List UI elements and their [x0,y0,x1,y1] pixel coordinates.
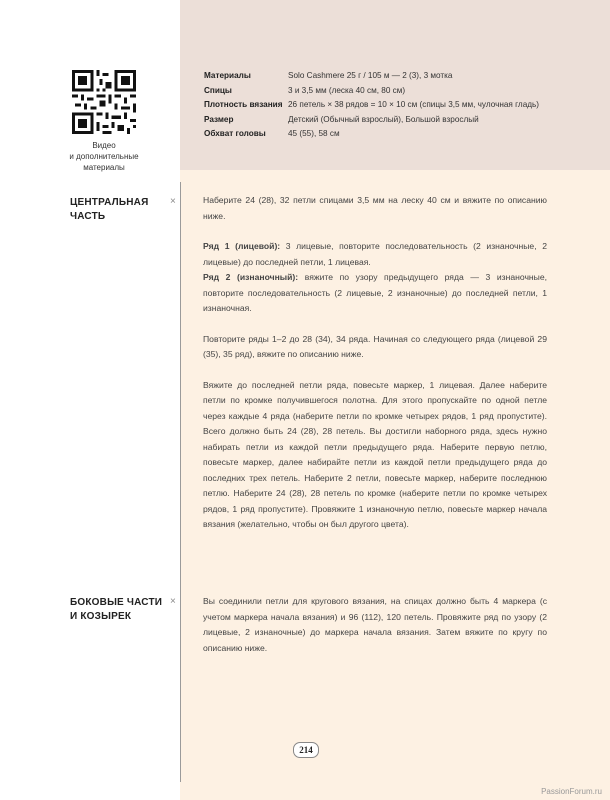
paragraph-row-1 [203,239,547,270]
materials-row [204,84,584,99]
section-central-body [203,193,547,533]
paragraph-row-2 [203,270,547,317]
paragraph: Наберите 24 (28), 32 петли спицами 3,5 мм на леску 40 см и вяжите по описанию ниже. [203,195,547,221]
row-1-label: Ряд 1 (лицевой): [203,241,281,251]
materials-row [204,127,584,142]
size-value: Детский (Обычный взрослый), Большой взрослый [288,114,479,124]
section-side-body [203,594,547,656]
paragraph: Вы соединили петли для кругового вязания, на спицах должно быть 4 маркера (с учетом маркера начала вязания) и 96 (112), 120 петель. Провяжите ряд по узору (2 лицевые, 2 изнаночные) до маркера начала вязания. Затем вяжите по кругу по описанию ниже. [203,596,547,653]
watermark: PassionForum.ru [541,787,602,796]
head-circumference-value: 45 (55), 58 см [288,129,340,138]
materials-row [204,113,584,128]
materials-key: Материалы [204,71,251,80]
qr-caption-text: Видео и дополнительные материалы [69,141,139,172]
materials-row [204,98,584,113]
materials-row [204,69,584,84]
section-title-central: ЦЕНТРАЛЬНАЯ ЧАСТЬ [70,197,149,222]
gauge-key: Плотность вязания [204,100,283,109]
qr-caption [40,140,168,173]
size-key: Размер [204,114,234,124]
paragraph: Повторите ряды 1–2 до 28 (34), 34 ряда. Начиная со следующего ряда (лицевой 29 (35), 35 ряд), вяжите по описанию ниже. [203,333,547,359]
needles-value: 3 и 3,5 мм (леска 40 см, 80 см) [288,85,406,95]
page-number: 214 [293,742,319,758]
materials-table [204,69,584,142]
section-cross-icon: × [170,196,176,207]
section-title-side-parts: БОКОВЫЕ ЧАСТИ И КОЗЫРЕК [70,597,163,622]
row-1-text: 3 лицевые, повторите последовательность (2 изнаночные, 2 лицевые) до последней петли, 1 лицевая. [203,241,547,267]
row-2-label: Ряд 2 (изнаночный): [203,272,299,282]
qr-code-icon[interactable] [72,70,136,134]
vertical-divider [180,182,181,782]
section-cross-icon: × [170,596,176,607]
row-2-text: вяжите по узору предыдущего ряда — 3 изнаночные, повторите последовательность (2 лицевые, 2 изнаночные) до последней петли, 1 изнаночная. [203,272,548,313]
needles-key: Спицы [204,85,232,95]
head-circumference-key: Обхват головы [204,129,266,138]
gauge-value: 26 петель × 38 рядов = 10 × 10 см (спицы 3,5 мм, чулочная гладь) [288,100,540,109]
paragraph: Вяжите до последней петли ряда, повесьте маркер, 1 лицевая. Далее наберите петли по кромке получившегося полотна. Для этого пропускайте по одной петле через каждые 4 ряда (наберите петли по кромке четырех рядов, 1 ряд пропустите). Всего должно быть 24 (28), 28 петель. Вы достигли наборного ряда, здесь нужно набирать петли из каждой петли предыдущего ряда. Наберите первую петлю, повесьте маркер, далее набирайте петли из каждой петли предыдущего ряда до последних трех петель. Наберите 2 петли, повесьте маркер, наберите последнюю петлю. Наберите 24 (28), 28 петель по кромке (наберите петли по кромке четырех рядов, 1 ряд пропустите). Провяжите 1 изнаночную петлю, повесьте маркер начала вязания (желательно, чтобы он был другого цвета). [203,379,547,529]
materials-value: Solo Cashmere 25 г / 105 м — 2 (3), 3 мотка [288,71,453,80]
